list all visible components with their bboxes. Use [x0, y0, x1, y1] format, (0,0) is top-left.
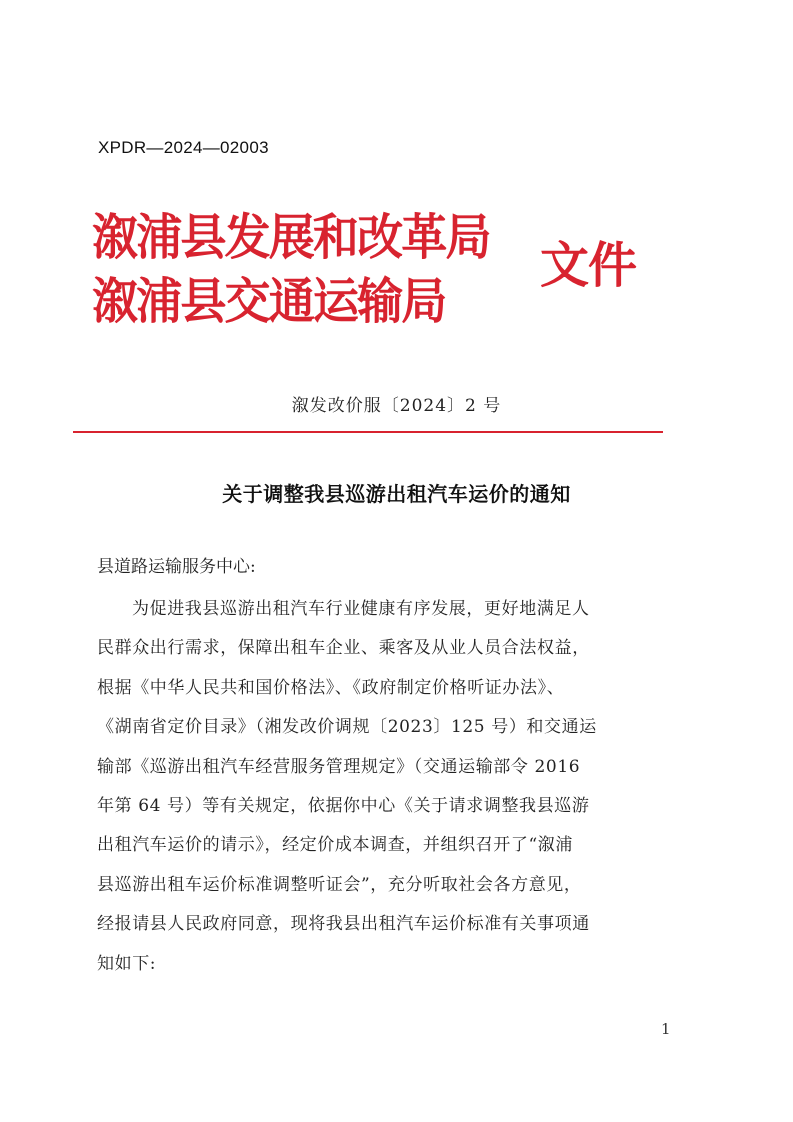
- red-divider-line: [73, 431, 663, 433]
- document-number: 溆发改价服〔2024〕2 号: [291, 396, 502, 416]
- body-line: 为促进我县巡游出租汽车行业健康有序发展，更好地满足人: [132, 599, 590, 619]
- document-code: XPDR—2024—02003: [98, 138, 269, 157]
- body-line: 知如下:: [97, 953, 157, 974]
- salutation: 县道路运输服务中心:: [97, 557, 256, 577]
- body-line: 经报请县人民政府同意，现将我县出租汽车运价标准有关事项通: [97, 914, 590, 935]
- body-line: 民群众出行需求，保障出租车企业、乘客及从业人员合法权益，: [97, 638, 590, 659]
- body-paragraph: [97, 590, 677, 984]
- body-line: 根据《中华人民共和国价格法》、《政府制定价格听证办法》、: [97, 677, 565, 698]
- document-suffix: 文件: [540, 236, 637, 294]
- body-line: 《湖南省定价目录》（湘发改价调规〔2023〕125 号）和交通运: [97, 717, 597, 738]
- body-line: 县巡游出租车运价标准调整听证会”，充分听取社会各方意见，: [97, 874, 582, 895]
- body-line: 出租汽车运价的请示》，经定价成本调查，并组织召开了“溆浦: [97, 835, 573, 856]
- body-line: 输部《巡游出租汽车经营服务管理规定》（交通运输部令 2016: [97, 756, 581, 777]
- body-line: 年第 64 号）等有关规定，依据你中心《关于请求调整我县巡游: [97, 795, 590, 816]
- page-number: 1: [661, 1020, 671, 1038]
- org-name-transport: 溆浦县交通运输局: [92, 272, 446, 330]
- document-title: 关于调整我县巡游出租汽车运价的通知: [222, 482, 571, 506]
- org-name-development-reform: 溆浦县发展和改革局: [92, 208, 490, 266]
